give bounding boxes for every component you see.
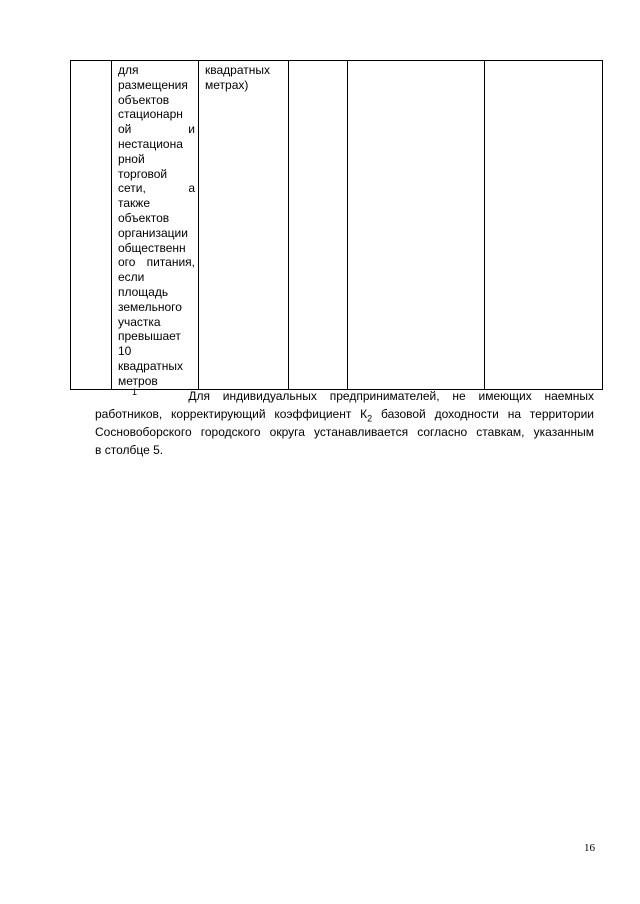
footnote-line: в столбце 5.: [95, 443, 164, 457]
table-cell-description: [112, 61, 199, 390]
footnote-marker: 1: [132, 387, 138, 397]
description-line: сети, а: [118, 181, 195, 196]
footnote-text: базовой доходности на территории: [372, 407, 595, 421]
description-line: ой и: [118, 122, 195, 137]
table-cell-unit: [199, 61, 289, 390]
description-line: нестациона: [118, 136, 183, 151]
unit-text: [199, 61, 288, 93]
description-line: рной: [118, 151, 145, 166]
tariff-table: [70, 60, 603, 390]
description-line: квадратных: [118, 358, 183, 373]
description-line: участка: [118, 314, 161, 329]
description-line: для: [118, 63, 139, 77]
description-line: общественн: [118, 240, 186, 255]
description-line: торговой: [118, 166, 168, 181]
page-number: 16: [584, 842, 595, 854]
description-line: размещения: [118, 77, 188, 92]
description-line: метров: [118, 373, 158, 388]
description-line: объектов: [118, 210, 170, 225]
footnote-line: Сосновоборского городского округа устанавливается согласно ставкам, указанным: [95, 425, 594, 439]
table-row: [71, 61, 603, 390]
description-line: объектов: [118, 92, 170, 107]
table-cell-empty: [348, 61, 485, 390]
description-line: если: [118, 270, 145, 285]
description-line: также: [118, 196, 150, 211]
footnote: [95, 387, 594, 459]
description-line: организации: [118, 225, 188, 240]
description-line: ого питания,: [118, 255, 195, 270]
footnote-text: Для индивидуальных предпринимателей, не имеющих наемных: [188, 389, 594, 403]
table-cell-empty: [71, 61, 112, 390]
footnote-line: [95, 405, 594, 423]
description-text: [112, 61, 198, 389]
footnote-line: [95, 387, 594, 405]
subscript: 2: [367, 413, 373, 424]
description-line: земельного: [118, 299, 182, 314]
unit-line: метрах): [205, 77, 249, 92]
description-line: 10: [118, 344, 132, 359]
description-line: стационарн: [118, 107, 183, 122]
description-line: превышает: [118, 329, 181, 344]
footnote-text: работников, корректирующий коэффициент К: [95, 407, 368, 421]
unit-line: квадратных: [205, 63, 270, 77]
table-cell-empty: [485, 61, 603, 390]
description-line: площадь: [118, 284, 169, 299]
table-cell-empty: [289, 61, 348, 390]
